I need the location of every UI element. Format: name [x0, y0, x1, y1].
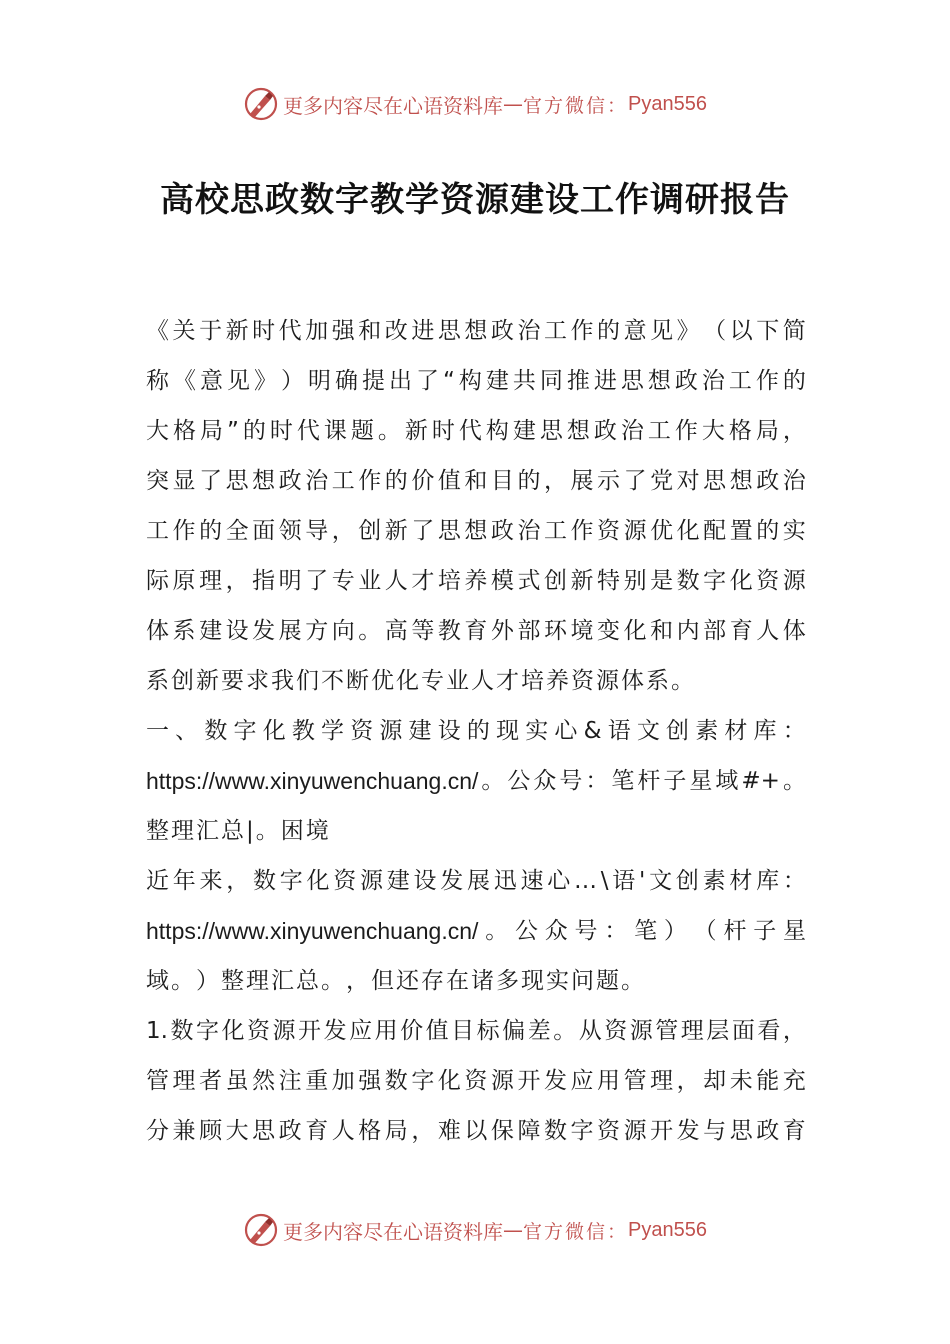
- body-text-line: 突 显 了 思 想 政 治 工 作 的 价 值 和 目 的 ， 展 示 了 党 对 思 想 政 治: [146, 468, 806, 494]
- document-title: 高校思政数字教学资源建设工作调研报告: [160, 180, 790, 220]
- pen-nib-logo-icon: [243, 86, 279, 122]
- document-body: [146, 306, 806, 1156]
- body-text-line: 域 。 ） 整 理 汇 总 。 ， 但 还 存 在 诸 多 现 实 问 题 。: [146, 968, 644, 994]
- header-banner: [0, 84, 950, 124]
- banner-main-text: 更多内容尽在心语资料库: [283, 93, 503, 118]
- body-text-line: https://www.xinyuwenchuang.cn/ 。 公 众 号 ： 笔 ） （ 杆 子 星: [146, 918, 806, 944]
- banner-main-text: 更多内容尽在心语资料库: [283, 1219, 503, 1244]
- body-text-line: 《 关 于 新 时 代 加 强 和 改 进 思 想 政 治 工 作 的 意 见 》 （ 以 下 简: [146, 318, 806, 344]
- body-text-line: 一 、 数 字 化 教 学 资 源 建 设 的 现 实 心 & 语 文 创 素 材 库 ：: [146, 718, 806, 744]
- body-text-line: 称 《 意 见 》 ） 明 确 提 出 了 “ 构 建 共 同 推 进 思 想 政 治 工 作 的: [146, 368, 806, 394]
- body-text-line: 1. 数 字 化 资 源 开 发 应 用 价 值 目 标 偏 差 。 从 资 源 管 理 层 面 看 ，: [146, 1018, 806, 1044]
- banner-official-label: 官方微信：: [523, 94, 629, 117]
- banner-separator: —: [503, 1218, 523, 1242]
- body-text-line: 体 系 建 设 发 展 方 向 。 高 等 教 育 外 部 环 境 变 化 和 内 部 育 人 体: [146, 618, 806, 644]
- body-text-line: 管 理 者 虽 然 注 重 加 强 数 字 化 资 源 开 发 应 用 管 理 ， 却 未 能 充: [146, 1068, 806, 1094]
- body-text-line: 近 年 来 ， 数 字 化 资 源 建 设 发 展 迅 速 心 … \ 语 ' 文 创 素 材 库 ：: [146, 868, 806, 894]
- banner-official-label: 官方微信：: [523, 1220, 629, 1243]
- body-text-line: 整 理 汇 总 | 。 困 境: [146, 818, 329, 844]
- body-text-line: https://www.xinyuwenchuang.cn/ 。 公 众 号 ： 笔 杆 子 星 域 #+ 。: [146, 768, 806, 794]
- pen-nib-logo-icon: [243, 1212, 279, 1248]
- body-text-line: 工 作 的 全 面 领 导 ， 创 新 了 思 想 政 治 工 作 资 源 优 化 配 置 的 实: [146, 518, 806, 544]
- body-text-line: 际 原 理 ， 指 明 了 专 业 人 才 培 养 模 式 创 新 特 别 是 数 字 化 资 源: [146, 568, 806, 594]
- banner-wechat-handle: Pyan556: [628, 1218, 707, 1241]
- body-text-line: 系 创 新 要 求 我 们 不 断 优 化 专 业 人 才 培 养 资 源 体 系 。: [146, 668, 694, 694]
- banner-separator: —: [503, 92, 523, 116]
- body-text-line: 大 格 局 ” 的 时 代 课 题 。 新 时 代 构 建 思 想 政 治 工 作 大 格 局 ，: [146, 418, 806, 444]
- body-text-line: 分 兼 顾 大 思 政 育 人 格 局 ， 难 以 保 障 数 字 资 源 开 发 与 思 政 育: [146, 1118, 806, 1144]
- banner-wechat-handle: Pyan556: [628, 92, 707, 115]
- footer-banner: [0, 1210, 950, 1250]
